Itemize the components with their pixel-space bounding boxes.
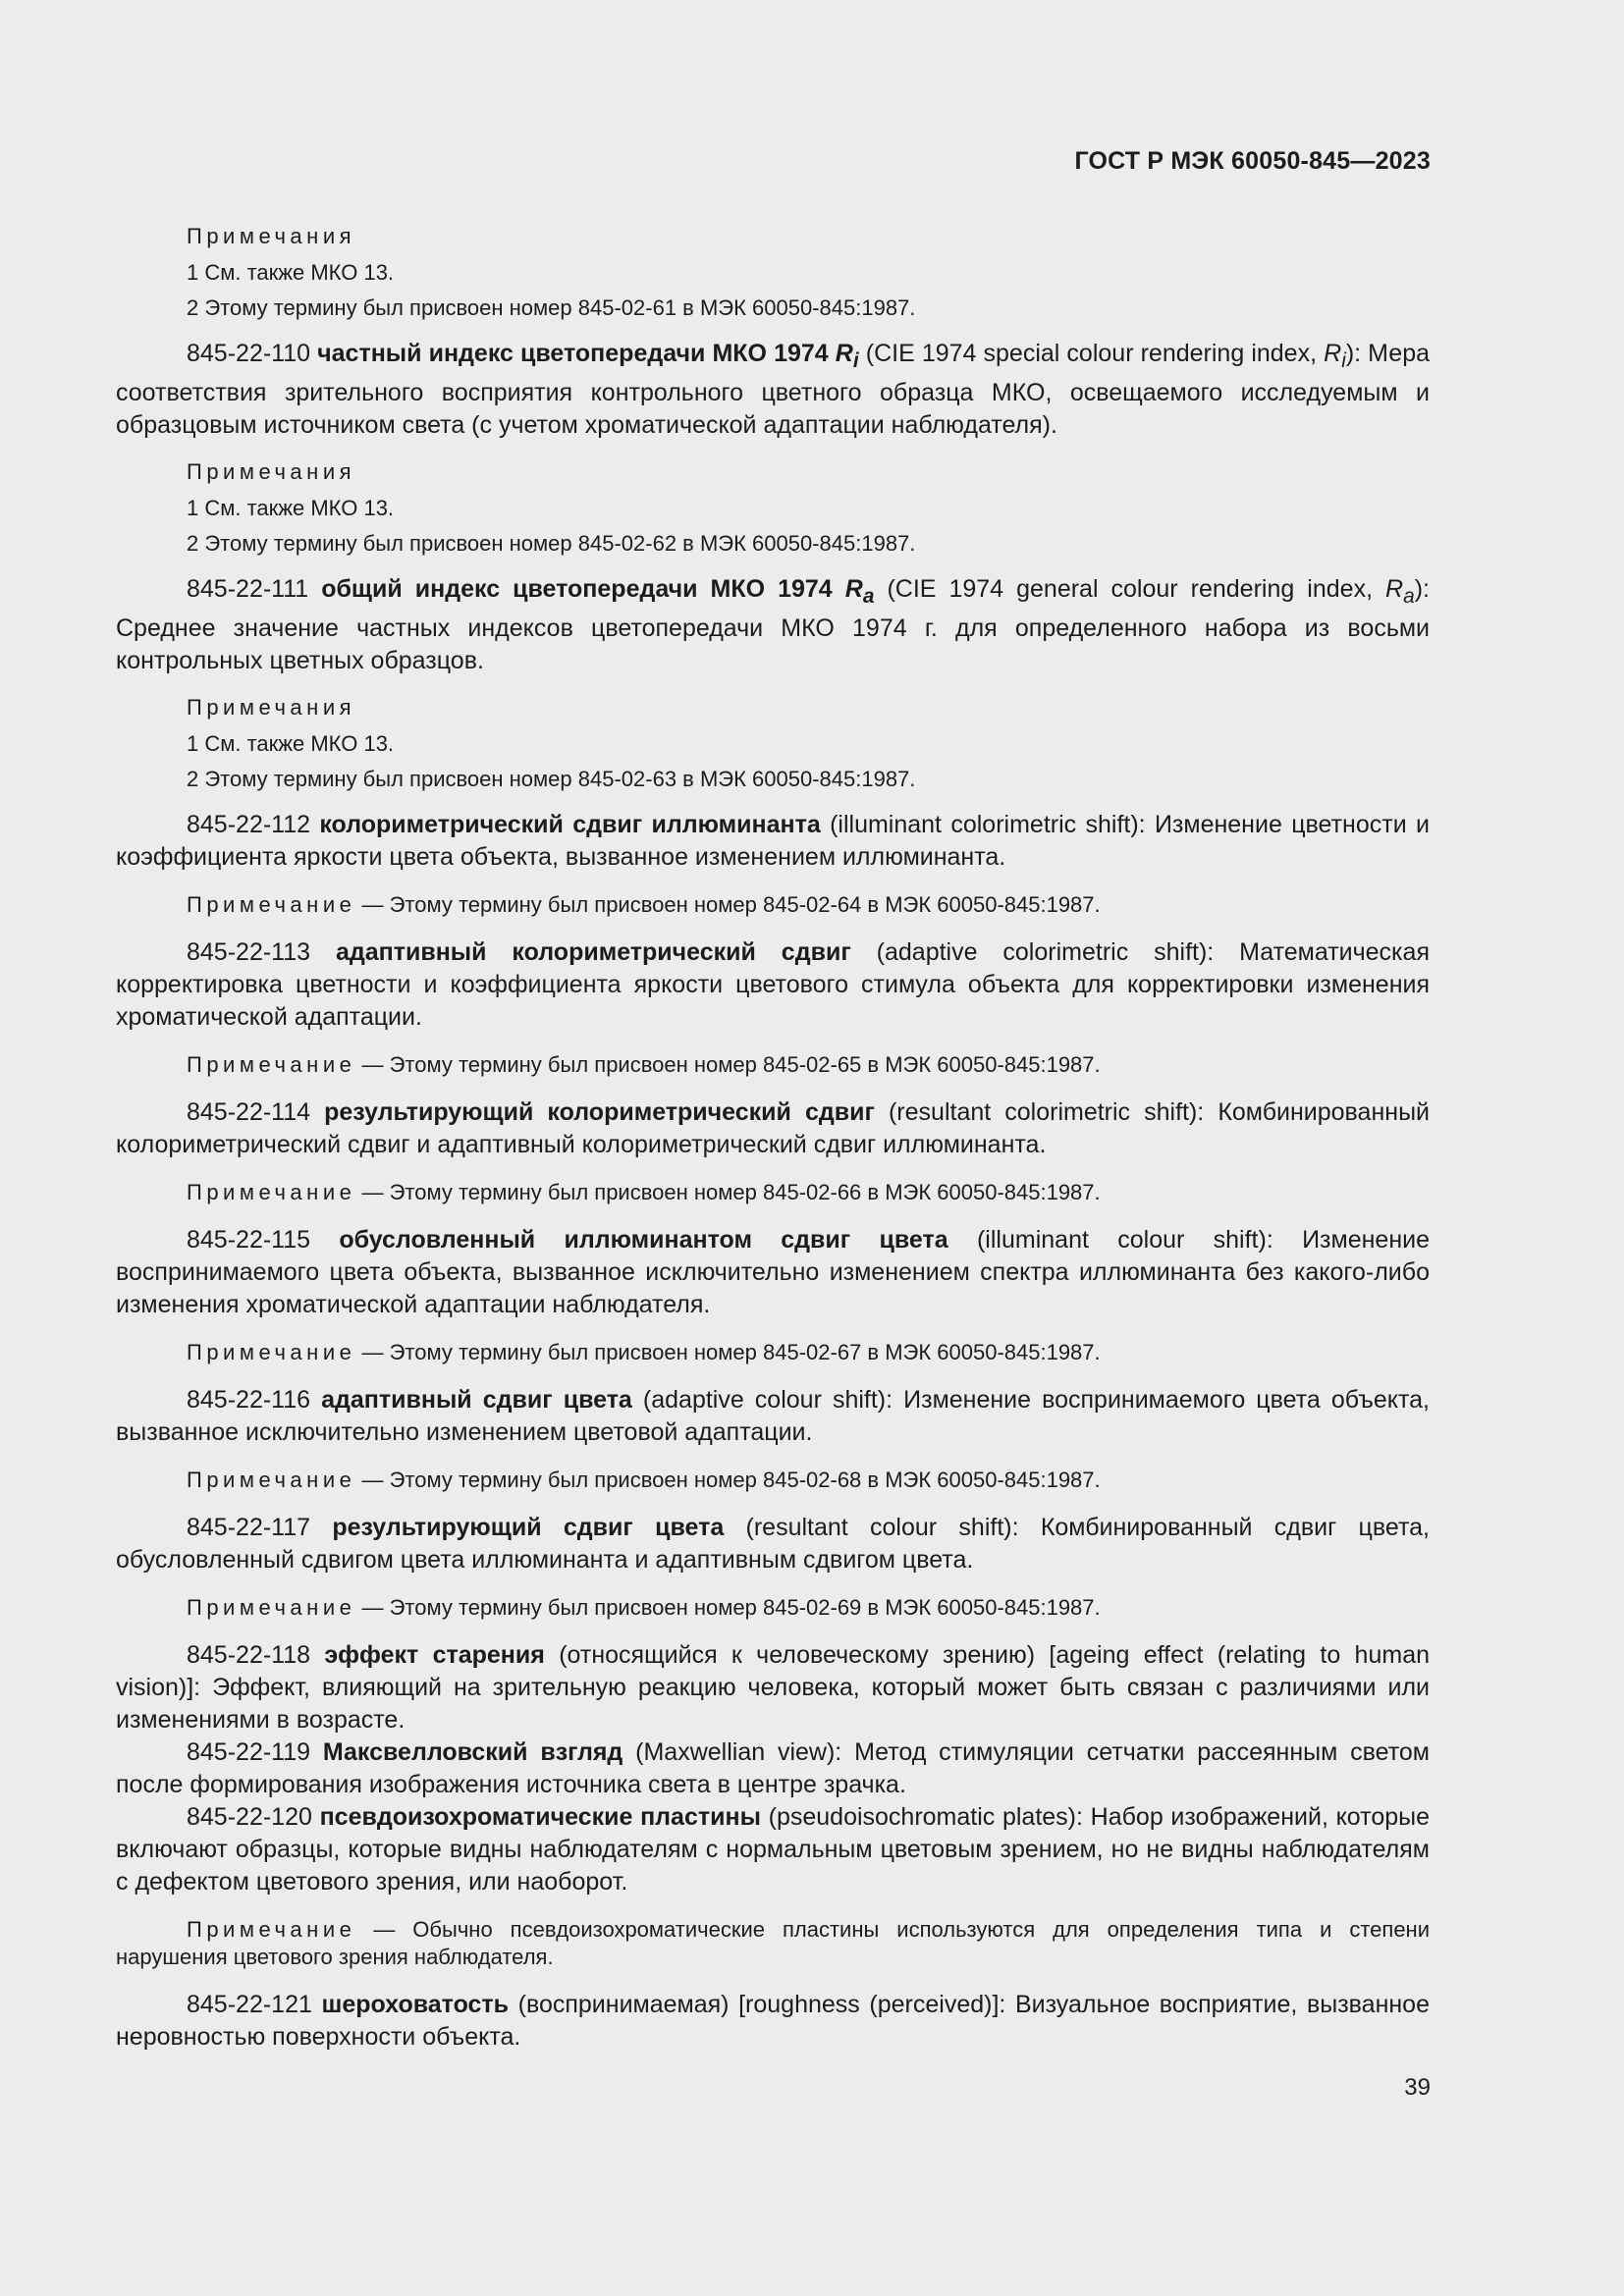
- term-definition: (adaptive colorimetric shift): Математическая корректировка цветности и коэффициента яркости цветового стимула объекта для корректировки изменения хроматической адаптации.: [116, 938, 1430, 1031]
- term-entry-845-22-112: [116, 809, 1430, 874]
- term-name: адаптивный колориметрический сдвиг: [335, 938, 851, 966]
- note: [116, 1051, 1430, 1079]
- term-entry-845-22-115: [116, 1224, 1430, 1321]
- notes-block: [116, 695, 1430, 793]
- term-name: адаптивный сдвиг цвета: [321, 1386, 632, 1414]
- term-name: псевдоизохроматические пластины: [319, 1803, 761, 1831]
- note-text: — Этому термину был присвоен номер 845-02-68 в МЭК 60050-845:1987.: [361, 1468, 1101, 1492]
- term-entry-845-22-113: [116, 936, 1430, 1034]
- term-number: 845-22-117: [187, 1514, 311, 1541]
- term-number: 845-22-113: [187, 938, 311, 966]
- term-definition: (adaptive colour shift): Изменение воспринимаемого цвета объекта, вызванное исключительно изменением цветовой адаптации.: [116, 1386, 1430, 1446]
- term-number: 845-22-112: [187, 811, 311, 838]
- note-label: Примечание: [187, 1468, 356, 1492]
- term-definition: (воспринимаемая) [roughness (perceived)]: Визуальное восприятие, вызванное неровностью поверхности объекта.: [116, 1991, 1430, 2051]
- note-text: — Обычно псевдоизохроматические пластины используются для определения типа и степени нарушения цветового зрения наблюдателя.: [116, 1917, 1430, 1969]
- term-entry-845-22-111: 845-22-111 общий индекс цветопередачи МКО 1974 $R_a$ (CIE 1974 general colour rendering index, $R_a$): Среднее значение частных индексов цветопередачи МКО 1974 г. для определенного набора из восьми контрольных цветных образцов.: [116, 575, 1430, 674]
- term-number: 845-22-111: [187, 575, 309, 603]
- note: [116, 891, 1430, 919]
- term-entry-845-22-120: [116, 1801, 1430, 1898]
- note-line: 1 См. также МКО 13.: [187, 260, 395, 285]
- term-entry-845-22-114: [116, 1096, 1430, 1161]
- notes-heading: Примечания: [187, 224, 356, 248]
- note-text: — Этому термину был присвоен номер 845-02-69 в МЭК 60050-845:1987.: [361, 1595, 1101, 1620]
- term-name: результирующий сдвиг цвета: [332, 1514, 725, 1541]
- note-line: 2 Этому термину был присвоен номер 845-02-63 в МЭК 60050-845:1987.: [187, 767, 916, 791]
- term-number: 845-22-115: [187, 1226, 311, 1254]
- term-number: 845-22-119: [187, 1738, 311, 1766]
- note-text: — Этому термину был присвоен номер 845-02-65 в МЭК 60050-845:1987.: [361, 1052, 1101, 1077]
- term-name: частный индекс цветопередачи МКО 1974 $R_i$: [317, 340, 859, 372]
- term-number: 845-22-120: [187, 1803, 312, 1831]
- note-line: 2 Этому термину был присвоен номер 845-02-61 в МЭК 60050-845:1987.: [187, 295, 916, 320]
- term-number: 845-22-116: [187, 1386, 311, 1414]
- term-english: (CIE 1974 special colour rendering index,: [865, 340, 1318, 367]
- term-english: (CIE 1974 general colour rendering index,: [887, 575, 1374, 603]
- term-entry-845-22-110: 845-22-110 частный индекс цветопередачи МКО 1974 $R_i$ (CIE 1974 special colour rendering index, $R_i$): Мера соответствия зрительного восприятия контрольного цветного образца МКО, освещаемого исследуемым и образцовым источником света (с учетом хроматической адаптации наблюдателя).: [116, 340, 1430, 439]
- note-label: Примечание: [187, 892, 356, 917]
- notes-block: [116, 224, 1430, 322]
- note-label: Примечание: [187, 1052, 356, 1077]
- note-label: Примечание: [187, 1180, 356, 1204]
- term-definition: (resultant colorimetric shift): Комбинированный колориметрический сдвиг и адаптивный колориметрический сдвиг иллюминанта.: [116, 1098, 1431, 1158]
- term-definition: (pseudoisochromatic plates): Набор изображений, которые включают образцы, которые видны наблюдателям с нормальным цветовым зрением, но не видны наблюдателям с дефектом цветового зрения, или наоборот.: [116, 1803, 1430, 1896]
- term-entry-845-22-119: [116, 1736, 1430, 1801]
- term-name: общий индекс цветопередачи МКО 1974 $R_a$: [321, 575, 875, 608]
- term-definition: (resultant colour shift): Комбинированный сдвиг цвета, обусловленный сдвигом цвета иллюминанта и адаптивным сдвигом цвета.: [116, 1514, 1430, 1574]
- page-number: 39: [1404, 2074, 1431, 2101]
- term-number: 845-22-110: [187, 340, 311, 367]
- document-body: [116, 224, 1430, 2071]
- term-name: обусловленный иллюминантом сдвиг цвета: [339, 1226, 948, 1254]
- note: [116, 1339, 1430, 1366]
- term-definition: (Maxwellian view): Метод стимуляции сетчатки рассеянным светом после формирования изображения источника света в центре зрачка.: [116, 1738, 1430, 1798]
- note: [116, 1594, 1430, 1622]
- term-number: 845-22-118: [187, 1641, 311, 1669]
- note-text: — Этому термину был присвоен номер 845-02-64 в МЭК 60050-845:1987.: [361, 892, 1101, 917]
- term-entry-845-22-116: [116, 1384, 1430, 1449]
- term-name: шероховатость: [321, 1991, 510, 2018]
- standard-designation: ГОСТ Р МЭК 60050-845—2023: [1074, 147, 1431, 175]
- note-label: Примечание: [187, 1917, 356, 1942]
- notes-block: [116, 459, 1430, 558]
- term-name: Максвелловский взгляд: [322, 1738, 623, 1766]
- term-definition: ): Мера соответствия зрительного восприятия контрольного цветного образца МКО, освещаемого исследуемым и образцовым источником света (с учетом хроматической адаптации наблюдателя).: [116, 340, 1430, 439]
- notes-heading: Примечания: [187, 695, 356, 720]
- note: [116, 1916, 1430, 1971]
- term-definition: (относящийся к человеческому зрению) [ageing effect (relating to human vision)]: Эффект, влияющий на зрительную реакцию человека, который может быть связан с различиями или изменениями в возрасте.: [116, 1641, 1430, 1734]
- term-entry-845-22-117: [116, 1512, 1430, 1576]
- term-definition: (illuminant colour shift): Изменение воспринимаемого цвета объекта, вызванное исключительно изменением спектра иллюминанта без какого-либо изменения хроматической адаптации наблюдателя.: [116, 1226, 1430, 1318]
- note: [116, 1467, 1430, 1494]
- note-line: 1 См. также МКО 13.: [187, 731, 395, 756]
- term-entry-845-22-118: [116, 1639, 1430, 1736]
- note-text: — Этому термину был присвоен номер 845-02-67 в МЭК 60050-845:1987.: [361, 1340, 1101, 1364]
- term-number: 845-22-114: [187, 1098, 311, 1126]
- note-label: Примечание: [187, 1340, 356, 1364]
- term-name: колориметрический сдвиг иллюминанта: [319, 811, 821, 838]
- term-name: эффект старения: [324, 1641, 545, 1669]
- term-entry-845-22-121: [116, 1989, 1430, 2054]
- term-definition: ): Среднее значение частных индексов цветопередачи МКО 1974 г. для определенного набора из восьми контрольных цветных образцов.: [116, 575, 1430, 674]
- term-number: 845-22-121: [187, 1991, 312, 2018]
- note: [116, 1179, 1430, 1206]
- term-name: результирующий колориметрический сдвиг: [324, 1098, 875, 1126]
- note-label: Примечание: [187, 1595, 356, 1620]
- notes-heading: Примечания: [187, 459, 356, 484]
- note-line: 2 Этому термину был присвоен номер 845-02-62 в МЭК 60050-845:1987.: [187, 531, 916, 556]
- note-text: — Этому термину был присвоен номер 845-02-66 в МЭК 60050-845:1987.: [361, 1180, 1101, 1204]
- note-line: 1 См. также МКО 13.: [187, 496, 395, 520]
- term-definition: (illuminant colorimetric shift): Изменение цветности и коэффициента яркости цвета объекта, вызванное изменением иллюминанта.: [116, 811, 1430, 871]
